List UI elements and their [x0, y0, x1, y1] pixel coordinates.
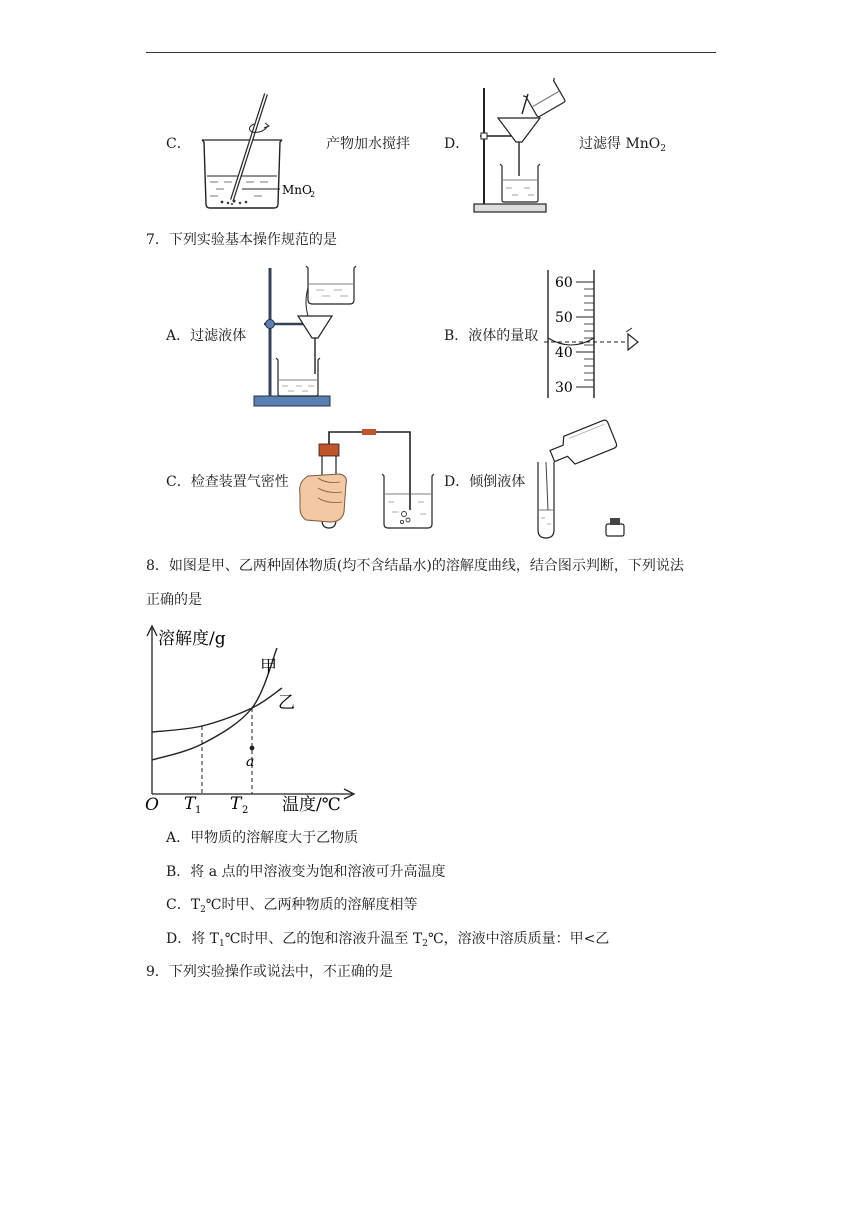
- q6-option-c-letter: C．: [166, 136, 191, 152]
- pour-liquid-illustration: [532, 422, 632, 540]
- tick-40: 40: [555, 345, 573, 361]
- q7-option-a: A．过滤液体: [166, 328, 247, 344]
- point-label-a: a: [246, 754, 255, 770]
- q6-option-d-letter: D．: [444, 136, 470, 152]
- tick-t1-sub: 1: [195, 805, 202, 816]
- tick-60: 60: [555, 275, 573, 291]
- airtightness-check-illustration: [296, 424, 444, 536]
- q8-option-b: B．将 a 点的甲溶液变为饱和溶液可升高温度: [166, 864, 446, 880]
- y-axis-label: 溶解度/g: [158, 629, 226, 649]
- tick-t2: T: [230, 794, 242, 814]
- q9-stem: 9．下列实验操作或说法中，不正确的是: [146, 964, 393, 980]
- tick-30: 30: [555, 380, 573, 396]
- curve-label-yi: 乙: [278, 693, 295, 713]
- tick-50: 50: [555, 310, 573, 326]
- graduated-cylinder-illustration: [520, 266, 650, 402]
- series-line-yi: [152, 688, 282, 732]
- tick-t1: T: [184, 794, 196, 814]
- q8-option-c: C．$T_2℃$时甲、乙两种物质的溶解度相等: [166, 897, 418, 915]
- q8-option-d: D．将 $T_1℃$时甲、乙的饱和溶液升温至 $T_2℃$，溶液中溶质质量：甲<乙: [166, 931, 610, 949]
- q7-option-d: D．倾倒液体: [444, 474, 526, 490]
- q7-stem: 7．下列实验基本操作规范的是: [146, 232, 337, 248]
- origin-label: O: [145, 795, 159, 815]
- x-axis-label: 温度/℃: [282, 795, 341, 815]
- q7-option-c: C．检查装置气密性: [166, 474, 289, 490]
- curve-label-jia: 甲: [260, 657, 277, 677]
- mno2-label: MnO: [282, 183, 312, 197]
- solubility-chart: [140, 622, 380, 814]
- q8-option-a: A．甲物质的溶解度大于乙物质: [166, 830, 359, 846]
- q8-stem-line1: 8．如图是甲、乙两种固体物质(均不含结晶水)的溶解度曲线，结合图示判断，下列说法: [146, 558, 684, 574]
- header-rule: [146, 52, 716, 53]
- tick-t2-sub: 2: [242, 805, 249, 816]
- filter-liquid-illustration: [250, 262, 360, 412]
- q7-option-b: B．液体的量取: [444, 328, 539, 344]
- eye-icon: [628, 334, 638, 350]
- q6-option-c-caption: 产物加水搅拌: [326, 136, 410, 152]
- q8-stem-line2: 正确的是: [146, 592, 202, 608]
- point-a: [250, 746, 255, 751]
- filtration-setup-illustration: [470, 80, 570, 214]
- svg-text:2: 2: [310, 190, 316, 199]
- q6-option-d-caption: 过滤得 MnO$_2$: [579, 136, 667, 154]
